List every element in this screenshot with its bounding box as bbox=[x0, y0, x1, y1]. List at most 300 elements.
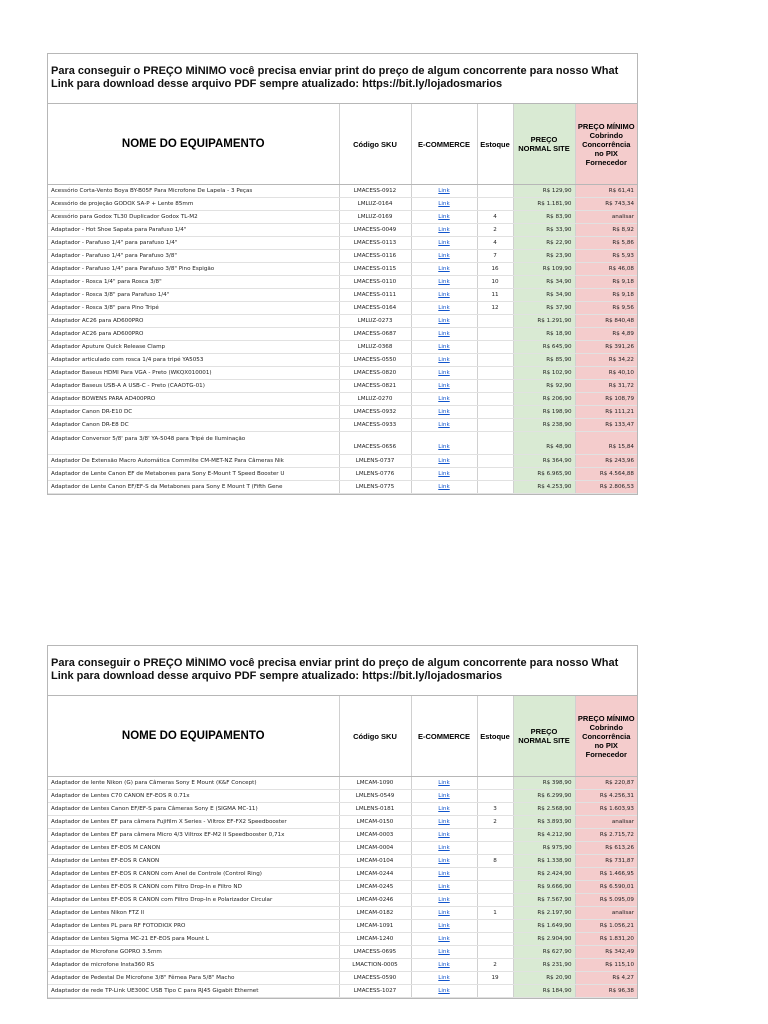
table-row bbox=[48, 855, 637, 868]
equipment-name-cell: Adaptador de rede TP-Link UE300C USB Tipo C para RJ45 Gigabit Ethernet bbox=[48, 985, 339, 998]
ecommerce-link[interactable]: Link bbox=[411, 468, 477, 481]
stock-cell bbox=[477, 468, 513, 481]
equipment-name-cell: Adaptador de Lentes EF-EOS R CANON com Filtro Drop-In e Polarizador Circular bbox=[48, 894, 339, 907]
min-price-cell: R$ 4.256,31 bbox=[575, 790, 637, 803]
sku-cell: LMLUZ-0164 bbox=[339, 198, 411, 211]
sku-cell: LMLENS-0549 bbox=[339, 790, 411, 803]
normal-price-cell: R$ 238,90 bbox=[513, 419, 575, 432]
sku-cell: LMACESS-0111 bbox=[339, 289, 411, 302]
normal-price-cell: R$ 645,90 bbox=[513, 341, 575, 354]
sku-cell: LMACESS-0116 bbox=[339, 250, 411, 263]
table-row bbox=[48, 907, 637, 920]
ecommerce-link[interactable]: Link bbox=[411, 455, 477, 468]
normal-price-cell: R$ 18,90 bbox=[513, 328, 575, 341]
normal-price-cell: R$ 9.666,90 bbox=[513, 881, 575, 894]
stock-cell: 2 bbox=[477, 224, 513, 237]
ecommerce-link[interactable]: Link bbox=[411, 406, 477, 419]
min-price-cell: R$ 743,34 bbox=[575, 198, 637, 211]
min-price-cell: R$ 2.715,72 bbox=[575, 829, 637, 842]
ecommerce-link[interactable]: Link bbox=[411, 803, 477, 816]
min-price-cell: R$ 1.056,21 bbox=[575, 920, 637, 933]
table-row bbox=[48, 406, 637, 419]
equipment-table bbox=[48, 696, 637, 998]
normal-price-cell: R$ 198,90 bbox=[513, 406, 575, 419]
equipment-name-cell: Adaptador De Extensão Macro Automática Commlite CM-MET-NZ Para Câmeras Nik bbox=[48, 455, 339, 468]
equipment-name-cell: Adaptador - Rosca 1/4" para Rosca 3/8" bbox=[48, 276, 339, 289]
stock-cell: 12 bbox=[477, 302, 513, 315]
equipment-name-cell: Adaptador de microfone Insta360 RS bbox=[48, 959, 339, 972]
normal-price-cell: R$ 6.965,90 bbox=[513, 468, 575, 481]
stock-cell bbox=[477, 868, 513, 881]
equipment-name-cell: Adaptador articulado com rosca 1/4 para tripé YA5053 bbox=[48, 354, 339, 367]
equipment-name-cell: Adaptador de Lentes Canon EF/EF-S para Câmeras Sony E (SIGMA MC-11) bbox=[48, 803, 339, 816]
table-row bbox=[48, 803, 637, 816]
equipment-name-cell: Adaptador de Lentes EF para câmera Fujifilm X Series - Viltrox EF-FX2 Speedbooster bbox=[48, 816, 339, 829]
banner-instruction: Para conseguir o PREÇO MÍNIMO você precisa enviar print do preço de algum concorrente para nosso What bbox=[51, 657, 619, 669]
normal-price-cell: R$ 34,90 bbox=[513, 289, 575, 302]
equipment-name-cell: Adaptador de Lentes C70 CANON EF-EOS R 0.71x bbox=[48, 790, 339, 803]
normal-price-cell: R$ 22,90 bbox=[513, 237, 575, 250]
stock-cell bbox=[477, 328, 513, 341]
table-banner bbox=[48, 54, 637, 104]
equipment-name-cell: Adaptador Baseus USB-A A USB-C - Preto (CAAOTG-01) bbox=[48, 380, 339, 393]
min-price-cell: R$ 5,93 bbox=[575, 250, 637, 263]
min-price-cell: analisar bbox=[575, 816, 637, 829]
equipment-name-cell: Adaptador de Lentes Sigma MC-21 EF-EOS para Mount L bbox=[48, 933, 339, 946]
normal-price-cell: R$ 7.567,90 bbox=[513, 894, 575, 907]
min-price-cell: R$ 9,56 bbox=[575, 302, 637, 315]
normal-price-cell: R$ 3.893,90 bbox=[513, 816, 575, 829]
table-row bbox=[48, 263, 637, 276]
stock-cell bbox=[477, 920, 513, 933]
table-row bbox=[48, 946, 637, 959]
banner-instruction: Para conseguir o PREÇO MÍNIMO você precisa enviar print do preço de algum concorrente para nosso What bbox=[51, 65, 619, 77]
table-row bbox=[48, 985, 637, 998]
ecommerce-link[interactable]: Link bbox=[411, 959, 477, 972]
equipment-name-cell: Adaptador de Lentes PL para RF FOTODIOX PRO bbox=[48, 920, 339, 933]
sku-cell: LMACESS-0932 bbox=[339, 406, 411, 419]
equipment-name-cell: Adaptador Baseus HDMI Para VGA - Preto (WKQX010001) bbox=[48, 367, 339, 380]
sku-cell: LMLENS-0737 bbox=[339, 455, 411, 468]
stock-cell: 11 bbox=[477, 289, 513, 302]
ecommerce-link[interactable]: Link bbox=[411, 933, 477, 946]
sku-cell: LMACTION-0005 bbox=[339, 959, 411, 972]
normal-price-cell: R$ 2.197,90 bbox=[513, 907, 575, 920]
ecommerce-link[interactable]: Link bbox=[411, 946, 477, 959]
stock-cell: 2 bbox=[477, 816, 513, 829]
equipment-name-cell: Adaptador de Lentes EF-EOS R CANON bbox=[48, 855, 339, 868]
sku-cell: LMACESS-0590 bbox=[339, 972, 411, 985]
sku-cell: LMACESS-0550 bbox=[339, 354, 411, 367]
table-row bbox=[48, 237, 637, 250]
ecommerce-link[interactable]: Link bbox=[411, 302, 477, 315]
normal-price-cell: R$ 34,90 bbox=[513, 276, 575, 289]
min-price-cell: R$ 840,48 bbox=[575, 315, 637, 328]
stock-cell bbox=[477, 985, 513, 998]
ecommerce-link[interactable]: Link bbox=[411, 894, 477, 907]
ecommerce-link[interactable]: Link bbox=[411, 790, 477, 803]
table-row bbox=[48, 777, 637, 790]
price-table-2 bbox=[47, 645, 638, 999]
sku-cell: LMACESS-1027 bbox=[339, 985, 411, 998]
sku-cell: LMACESS-0049 bbox=[339, 224, 411, 237]
header-normal-price: PREÇO NORMAL SITE bbox=[513, 696, 575, 777]
normal-price-cell: R$ 364,90 bbox=[513, 455, 575, 468]
sku-cell: LMLUZ-0368 bbox=[339, 341, 411, 354]
table-row bbox=[48, 829, 637, 842]
min-price-cell: R$ 5,86 bbox=[575, 237, 637, 250]
normal-price-cell: R$ 1.338,90 bbox=[513, 855, 575, 868]
ecommerce-link[interactable]: Link bbox=[411, 289, 477, 302]
ecommerce-link[interactable]: Link bbox=[411, 276, 477, 289]
stock-cell bbox=[477, 842, 513, 855]
header-ecommerce: E-COMMERCE bbox=[411, 696, 477, 777]
normal-price-cell: R$ 33,90 bbox=[513, 224, 575, 237]
min-price-cell: R$ 133,47 bbox=[575, 419, 637, 432]
normal-price-cell: R$ 2.568,90 bbox=[513, 803, 575, 816]
stock-cell bbox=[477, 393, 513, 406]
ecommerce-link[interactable]: Link bbox=[411, 211, 477, 224]
min-price-cell: R$ 8,92 bbox=[575, 224, 637, 237]
sku-cell: LMACESS-0110 bbox=[339, 276, 411, 289]
sku-cell: LMACESS-0933 bbox=[339, 419, 411, 432]
normal-price-cell: R$ 129,90 bbox=[513, 185, 575, 198]
table-row bbox=[48, 868, 637, 881]
table-row bbox=[48, 302, 637, 315]
equipment-name-cell: Adaptador de Lentes EF para câmera Micro 4/3 Viltrox EF-M2 II Speedbooster 0,71x bbox=[48, 829, 339, 842]
price-table-1 bbox=[47, 53, 638, 495]
ecommerce-link[interactable]: Link bbox=[411, 481, 477, 494]
ecommerce-link[interactable]: Link bbox=[411, 777, 477, 790]
min-price-cell: R$ 4,89 bbox=[575, 328, 637, 341]
equipment-name-cell: Adaptador - Rosca 3/8" para Parafuso 1/4" bbox=[48, 289, 339, 302]
table-row bbox=[48, 455, 637, 468]
ecommerce-link[interactable]: Link bbox=[411, 354, 477, 367]
stock-cell bbox=[477, 406, 513, 419]
sku-cell: LMCAM-0246 bbox=[339, 894, 411, 907]
min-price-cell: R$ 15,84 bbox=[575, 432, 637, 455]
ecommerce-link[interactable]: Link bbox=[411, 842, 477, 855]
table-row bbox=[48, 328, 637, 341]
ecommerce-link[interactable]: Link bbox=[411, 328, 477, 341]
normal-price-cell: R$ 1.291,90 bbox=[513, 315, 575, 328]
sku-cell: LMCAM-0244 bbox=[339, 868, 411, 881]
normal-price-cell: R$ 2.904,90 bbox=[513, 933, 575, 946]
stock-cell bbox=[477, 829, 513, 842]
normal-price-cell: R$ 627,90 bbox=[513, 946, 575, 959]
sku-cell: LMCAM-0004 bbox=[339, 842, 411, 855]
header-name: NOME DO EQUIPAMENTO bbox=[48, 696, 339, 777]
min-price-cell: R$ 61,41 bbox=[575, 185, 637, 198]
equipment-name-cell: Adaptador de lente Nikon (G) para Câmeras Sony E Mount (K&F Concept) bbox=[48, 777, 339, 790]
ecommerce-link[interactable]: Link bbox=[411, 881, 477, 894]
min-price-cell: R$ 31,72 bbox=[575, 380, 637, 393]
table-row bbox=[48, 432, 637, 455]
normal-price-cell: R$ 83,90 bbox=[513, 211, 575, 224]
sku-cell: LMACESS-0687 bbox=[339, 328, 411, 341]
sku-cell: LMACESS-0656 bbox=[339, 432, 411, 455]
min-price-cell: analisar bbox=[575, 907, 637, 920]
table-row bbox=[48, 481, 637, 494]
equipment-name-cell: Adaptador - Parafuso 1/4" para Parafuso 3/8" Pino Espigão bbox=[48, 263, 339, 276]
ecommerce-link[interactable]: Link bbox=[411, 419, 477, 432]
equipment-name-cell: Adaptador de Lentes Nikon FTZ II bbox=[48, 907, 339, 920]
ecommerce-link[interactable]: Link bbox=[411, 263, 477, 276]
ecommerce-link[interactable]: Link bbox=[411, 985, 477, 998]
stock-cell: 4 bbox=[477, 211, 513, 224]
stock-cell bbox=[477, 894, 513, 907]
header-name: NOME DO EQUIPAMENTO bbox=[48, 104, 339, 185]
sku-cell: LMLUZ-0169 bbox=[339, 211, 411, 224]
min-price-cell: R$ 40,10 bbox=[575, 367, 637, 380]
normal-price-cell: R$ 231,90 bbox=[513, 959, 575, 972]
stock-cell bbox=[477, 341, 513, 354]
stock-cell: 1 bbox=[477, 907, 513, 920]
sku-cell: LMACESS-0912 bbox=[339, 185, 411, 198]
min-price-cell: R$ 731,87 bbox=[575, 855, 637, 868]
ecommerce-link[interactable]: Link bbox=[411, 380, 477, 393]
stock-cell bbox=[477, 777, 513, 790]
table-row bbox=[48, 959, 637, 972]
ecommerce-link[interactable]: Link bbox=[411, 198, 477, 211]
min-price-cell: R$ 4,27 bbox=[575, 972, 637, 985]
table-row bbox=[48, 920, 637, 933]
table-row bbox=[48, 393, 637, 406]
table-row bbox=[48, 894, 637, 907]
normal-price-cell: R$ 398,90 bbox=[513, 777, 575, 790]
header-stock: Estoque bbox=[477, 104, 513, 185]
equipment-name-cell: Adaptador de Pedestal De Microfone 3/8" Fêmea Para 5/8" Macho bbox=[48, 972, 339, 985]
min-price-cell: R$ 342,49 bbox=[575, 946, 637, 959]
equipment-name-cell: Adaptador AC26 para AD600PRO bbox=[48, 315, 339, 328]
min-price-cell: R$ 6.590,01 bbox=[575, 881, 637, 894]
ecommerce-link[interactable]: Link bbox=[411, 367, 477, 380]
ecommerce-link[interactable]: Link bbox=[411, 972, 477, 985]
equipment-name-cell: Adaptador Aputure Quick Release Clamp bbox=[48, 341, 339, 354]
min-price-cell: R$ 46,08 bbox=[575, 263, 637, 276]
equipment-name-cell: Adaptador de Lente Canon EF de Metabones para Sony E-Mount T Speed Booster U bbox=[48, 468, 339, 481]
min-price-cell: R$ 243,96 bbox=[575, 455, 637, 468]
stock-cell bbox=[477, 419, 513, 432]
min-price-cell: R$ 108,79 bbox=[575, 393, 637, 406]
stock-cell bbox=[477, 881, 513, 894]
stock-cell bbox=[477, 367, 513, 380]
min-price-cell: R$ 4.564,88 bbox=[575, 468, 637, 481]
stock-cell: 10 bbox=[477, 276, 513, 289]
table-row bbox=[48, 367, 637, 380]
equipment-name-cell: Adaptador - Parafuso 1/4" para Parafuso 3/8" bbox=[48, 250, 339, 263]
equipment-name-cell: Adaptador - Rosca 3/8" para Pino Tripé bbox=[48, 302, 339, 315]
header-stock: Estoque bbox=[477, 696, 513, 777]
equipment-name-cell: Acessório de projeção GODOX SA-P + Lente 85mm bbox=[48, 198, 339, 211]
sku-cell: LMCAM-1091 bbox=[339, 920, 411, 933]
sku-cell: LMCAM-1240 bbox=[339, 933, 411, 946]
table-row bbox=[48, 790, 637, 803]
sku-cell: LMACESS-0113 bbox=[339, 237, 411, 250]
min-price-cell: R$ 9,18 bbox=[575, 276, 637, 289]
equipment-name-cell: Adaptador de Lentes EF-EOS M CANON bbox=[48, 842, 339, 855]
normal-price-cell: R$ 48,90 bbox=[513, 432, 575, 455]
equipment-name-cell: Adaptador Canon DR-E8 DC bbox=[48, 419, 339, 432]
stock-cell bbox=[477, 315, 513, 328]
min-price-cell: R$ 1.831,20 bbox=[575, 933, 637, 946]
table-row bbox=[48, 341, 637, 354]
stock-cell: 3 bbox=[477, 803, 513, 816]
table-row bbox=[48, 881, 637, 894]
equipment-name-cell: Adaptador de Lente Canon EF/EF-S da Metabones para Sony E Mount T (Fifth Gene bbox=[48, 481, 339, 494]
min-price-cell: analisar bbox=[575, 211, 637, 224]
table-row bbox=[48, 211, 637, 224]
normal-price-cell: R$ 20,90 bbox=[513, 972, 575, 985]
stock-cell: 7 bbox=[477, 250, 513, 263]
normal-price-cell: R$ 1.181,90 bbox=[513, 198, 575, 211]
min-price-cell: R$ 9,18 bbox=[575, 289, 637, 302]
stock-cell bbox=[477, 354, 513, 367]
equipment-name-cell: Adaptador Conversor 5/8' para 3/8' YA-5048 para Tripé de Iluminação bbox=[48, 432, 339, 455]
ecommerce-link[interactable]: Link bbox=[411, 224, 477, 237]
table-row bbox=[48, 198, 637, 211]
sku-cell: LMCAM-0104 bbox=[339, 855, 411, 868]
sku-cell: LMACESS-0115 bbox=[339, 263, 411, 276]
table-row bbox=[48, 380, 637, 393]
stock-cell: 4 bbox=[477, 237, 513, 250]
normal-price-cell: R$ 184,90 bbox=[513, 985, 575, 998]
table-row bbox=[48, 289, 637, 302]
stock-cell bbox=[477, 481, 513, 494]
normal-price-cell: R$ 4.212,90 bbox=[513, 829, 575, 842]
normal-price-cell: R$ 37,90 bbox=[513, 302, 575, 315]
min-price-cell: R$ 220,87 bbox=[575, 777, 637, 790]
sku-cell: LMLENS-0775 bbox=[339, 481, 411, 494]
min-price-cell: R$ 391,26 bbox=[575, 341, 637, 354]
ecommerce-link[interactable]: Link bbox=[411, 185, 477, 198]
normal-price-cell: R$ 2.424,90 bbox=[513, 868, 575, 881]
sku-cell: LMLENS-0776 bbox=[339, 468, 411, 481]
sku-cell: LMLUZ-0270 bbox=[339, 393, 411, 406]
sku-cell: LMACESS-0164 bbox=[339, 302, 411, 315]
equipment-name-cell: Adaptador de Lentes EF-EOS R CANON com Anel de Controle (Control Ring) bbox=[48, 868, 339, 881]
min-price-cell: R$ 5.095,09 bbox=[575, 894, 637, 907]
ecommerce-link[interactable]: Link bbox=[411, 907, 477, 920]
sku-cell: LMLENS-0181 bbox=[339, 803, 411, 816]
header-sku: Código SKU bbox=[339, 104, 411, 185]
sku-cell: LMACESS-0821 bbox=[339, 380, 411, 393]
banner-download-link[interactable]: Link para download desse arquivo PDF sempre atualizado: https://bit.ly/lojadosmarios bbox=[51, 77, 503, 90]
table-row bbox=[48, 933, 637, 946]
table-row bbox=[48, 972, 637, 985]
stock-cell bbox=[477, 946, 513, 959]
header-ecommerce: E-COMMERCE bbox=[411, 104, 477, 185]
min-price-cell: R$ 34,22 bbox=[575, 354, 637, 367]
normal-price-cell: R$ 1.649,90 bbox=[513, 920, 575, 933]
equipment-name-cell: Adaptador Canon DR-E10 DC bbox=[48, 406, 339, 419]
ecommerce-link[interactable]: Link bbox=[411, 341, 477, 354]
min-price-cell: R$ 1.466,95 bbox=[575, 868, 637, 881]
equipment-name-cell: Adaptador BOWENS PARA AD400PRO bbox=[48, 393, 339, 406]
stock-cell: 19 bbox=[477, 972, 513, 985]
ecommerce-link[interactable]: Link bbox=[411, 816, 477, 829]
stock-cell bbox=[477, 185, 513, 198]
normal-price-cell: R$ 206,90 bbox=[513, 393, 575, 406]
ecommerce-link[interactable]: Link bbox=[411, 250, 477, 263]
stock-cell bbox=[477, 933, 513, 946]
header-sku: Código SKU bbox=[339, 696, 411, 777]
normal-price-cell: R$ 102,90 bbox=[513, 367, 575, 380]
ecommerce-link[interactable]: Link bbox=[411, 920, 477, 933]
table-row bbox=[48, 185, 637, 198]
min-price-cell: R$ 96,38 bbox=[575, 985, 637, 998]
ecommerce-link[interactable]: Link bbox=[411, 868, 477, 881]
equipment-name-cell: Acessório para Godox TL30 Duplicador Godox TL-M2 bbox=[48, 211, 339, 224]
equipment-name-cell: Adaptador de Microfone GOPRO 3.5mm bbox=[48, 946, 339, 959]
ecommerce-link[interactable]: Link bbox=[411, 829, 477, 842]
equipment-table bbox=[48, 104, 637, 494]
sku-cell: LMACESS-0820 bbox=[339, 367, 411, 380]
stock-cell bbox=[477, 790, 513, 803]
ecommerce-link[interactable]: Link bbox=[411, 393, 477, 406]
stock-cell bbox=[477, 432, 513, 455]
ecommerce-link[interactable]: Link bbox=[411, 432, 477, 455]
table-row bbox=[48, 315, 637, 328]
min-price-cell: R$ 111,21 bbox=[575, 406, 637, 419]
min-price-cell: R$ 613,26 bbox=[575, 842, 637, 855]
table-row bbox=[48, 276, 637, 289]
table-row bbox=[48, 468, 637, 481]
table-row bbox=[48, 224, 637, 237]
stock-cell bbox=[477, 455, 513, 468]
table-row bbox=[48, 250, 637, 263]
stock-cell: 2 bbox=[477, 959, 513, 972]
equipment-name-cell: Acessório Corta-Vento Boya BY-B05F Para Microfone De Lapela - 3 Peças bbox=[48, 185, 339, 198]
sku-cell: LMCAM-0150 bbox=[339, 816, 411, 829]
banner-download-link[interactable]: Link para download desse arquivo PDF sempre atualizado: https://bit.ly/lojadosmarios bbox=[51, 669, 503, 682]
min-price-cell: R$ 1.603,93 bbox=[575, 803, 637, 816]
ecommerce-link[interactable]: Link bbox=[411, 855, 477, 868]
normal-price-cell: R$ 4.253,90 bbox=[513, 481, 575, 494]
equipment-name-cell: Adaptador - Parafuso 1/4" para parafuso 1/4" bbox=[48, 237, 339, 250]
table-row bbox=[48, 842, 637, 855]
sku-cell: LMCAM-1090 bbox=[339, 777, 411, 790]
table-row bbox=[48, 816, 637, 829]
min-price-cell: R$ 2.806,53 bbox=[575, 481, 637, 494]
normal-price-cell: R$ 92,90 bbox=[513, 380, 575, 393]
sku-cell: LMCAM-0182 bbox=[339, 907, 411, 920]
min-price-cell: R$ 115,10 bbox=[575, 959, 637, 972]
table-row bbox=[48, 419, 637, 432]
header-normal-price: PREÇO NORMAL SITE bbox=[513, 104, 575, 185]
normal-price-cell: R$ 109,90 bbox=[513, 263, 575, 276]
stock-cell bbox=[477, 198, 513, 211]
header-min-price: PREÇO MÍNIMO Cobrindo Concorrência no PIX Fornecedor bbox=[575, 696, 637, 777]
header-min-price: PREÇO MÍNIMO Cobrindo Concorrência no PIX Fornecedor bbox=[575, 104, 637, 185]
table-row bbox=[48, 354, 637, 367]
equipment-name-cell: Adaptador de Lentes EF-EOS R CANON com Filtro Drop-In e Filtro ND bbox=[48, 881, 339, 894]
ecommerce-link[interactable]: Link bbox=[411, 237, 477, 250]
equipment-name-cell: Adaptador AC26 para AD600PRO bbox=[48, 328, 339, 341]
stock-cell: 8 bbox=[477, 855, 513, 868]
sku-cell: LMCAM-0245 bbox=[339, 881, 411, 894]
sku-cell: LMACESS-0695 bbox=[339, 946, 411, 959]
normal-price-cell: R$ 85,90 bbox=[513, 354, 575, 367]
equipment-name-cell: Adaptador - Hot Shoe Sapata para Parafuso 1/4" bbox=[48, 224, 339, 237]
sku-cell: LMCAM-0003 bbox=[339, 829, 411, 842]
stock-cell: 16 bbox=[477, 263, 513, 276]
normal-price-cell: R$ 975,90 bbox=[513, 842, 575, 855]
normal-price-cell: R$ 23,90 bbox=[513, 250, 575, 263]
ecommerce-link[interactable]: Link bbox=[411, 315, 477, 328]
table-banner bbox=[48, 646, 637, 696]
normal-price-cell: R$ 6.299,90 bbox=[513, 790, 575, 803]
